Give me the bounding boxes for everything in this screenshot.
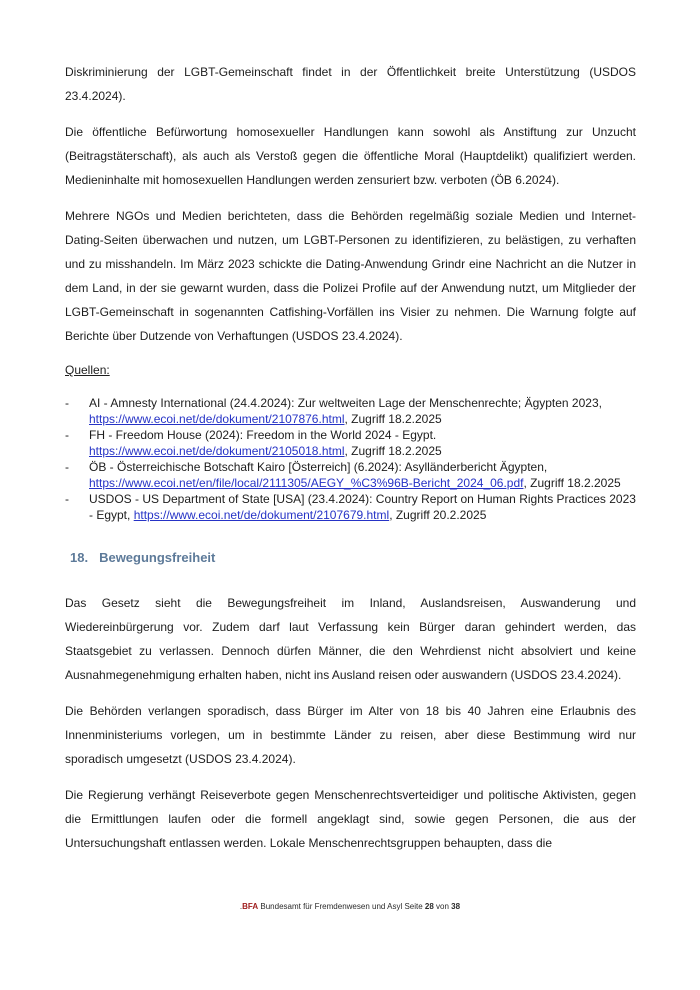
- source-item: [65, 491, 636, 523]
- sources-heading: Quellen:: [65, 363, 110, 377]
- source-citation: ÖB - Österreichische Botschaft Kairo [Österreich] (6.2024): Asylländerbericht Ägypten,: [89, 460, 548, 474]
- section-title: Bewegungsfreiheit: [99, 550, 216, 565]
- paragraph: Die Behörden verlangen sporadisch, dass Bürger im Alter von 18 bis 40 Jahren eine Erlaubnis des Innenministeriums vorlegen, um in bestimmte Länder zu reisen, aber diese Bestimmung wird nur sporadisch umgesetzt (USDOS 23.4.2024).: [65, 704, 636, 766]
- source-link[interactable]: https://www.ecoi.net/de/dokument/2107876.html: [89, 412, 345, 426]
- source-citation: FH - Freedom House (2024): Freedom in the World 2024 - Egypt.: [89, 428, 437, 442]
- source-citation: USDOS - US Department of State [USA] (23.4.2024): Country Report on Human Rights Practices 2023 - Egypt,: [89, 492, 636, 522]
- footer-separator: von: [433, 902, 452, 911]
- source-text: [89, 459, 636, 491]
- section-heading: [65, 549, 636, 566]
- source-item: [65, 395, 636, 427]
- source-item: [65, 459, 636, 491]
- footer-dot: .: [239, 902, 243, 911]
- source-link[interactable]: https://www.ecoi.net/de/dokument/2107679.html: [133, 508, 390, 522]
- source-text: [89, 395, 636, 427]
- source-access-date: , Zugriff 18.2.2025: [344, 412, 442, 426]
- bullet-marker: -: [65, 428, 69, 442]
- source-access-date: , Zugriff 18.2.2025: [523, 476, 621, 490]
- paragraph: Mehrere NGOs und Medien berichteten, dass die Behörden regelmäßig soziale Medien und Internet-Dating-Seiten überwachen und nutzen, um LGBT-Personen zu identifizieren, zu belästigen, zu verhaften und zu misshandeln. Im März 2023 schickte die Dating-Anwendung Grindr eine Nachricht an die Nutzer in dem Land, in der sie gewarnt wurden, dass die Polizei Profile auf der Anwendung nutzt, um Mitglieder der LGBT-Gemeinschaft in sogenannten Catfishing-Vorfällen ins Visier zu nehmen. Die Warnung folgte auf Berichte über Dutzende von Verhaftungen (USDOS 23.4.2024).: [65, 209, 636, 343]
- page-footer: [0, 901, 700, 912]
- bullet-marker: -: [65, 396, 69, 410]
- source-item: [65, 427, 636, 459]
- footer-org-text: Bundesamt für Fremdenwesen und Asyl Seite: [258, 902, 425, 911]
- footer-page-number: 28: [424, 902, 434, 911]
- source-link[interactable]: https://www.ecoi.net/de/dokument/2105018.html: [89, 444, 345, 458]
- bullet-marker: -: [65, 460, 69, 474]
- source-link[interactable]: https://www.ecoi.net/en/file/local/2111305/AEGY_%C3%96B-Bericht_2024_06.pdf: [89, 476, 524, 490]
- source-text: [89, 427, 636, 459]
- source-access-date: , Zugriff 18.2.2025: [344, 444, 442, 458]
- footer-total-pages: 38: [451, 902, 461, 911]
- source-access-date: , Zugriff 20.2.2025: [389, 508, 487, 522]
- section-number: 18.: [70, 550, 89, 565]
- sources-list: [65, 395, 636, 523]
- bullet-marker: -: [65, 492, 69, 506]
- footer-bfa-logo: BFA: [242, 902, 259, 911]
- paragraph: Die Regierung verhängt Reiseverbote gegen Menschenrechtsverteidiger und politische Aktivisten, gegen die Ermittlungen laufen oder die formell angeklagt sind, sowie gegen Personen, die aus der Untersuchungshaft entlassen werden. Lokale Menschenrechtsgruppen behaupten, dass die: [65, 788, 636, 850]
- source-text: [89, 491, 636, 523]
- paragraph: Die öffentliche Befürwortung homosexueller Handlungen kann sowohl als Anstiftung zur Unzucht (Beitragstäterschaft), als auch als Verstoß gegen die öffentliche Moral (Hauptdelikt) qualifiziert werden. Medieninhalte mit homosexuellen Handlungen werden zensuriert bzw. verboten (ÖB 6.2024).: [65, 125, 636, 187]
- paragraph: Diskriminierung der LGBT-Gemeinschaft findet in der Öffentlichkeit breite Unterstützung (USDOS 23.4.2024).: [65, 65, 636, 103]
- source-citation: AI - Amnesty International (24.4.2024): Zur weltweiten Lage der Menschenrechte; Ägypten 2023,: [89, 396, 602, 410]
- paragraph: Das Gesetz sieht die Bewegungsfreiheit im Inland, Auslandsreisen, Auswanderung und Wiedereinbürgerung vor. Zudem darf laut Verfassung kein Bürger daran gehindert werden, das Staatsgebiet zu verlassen. Dennoch dürfen Männer, die den Wehrdienst nicht absolviert und keine Ausnahmegenehmigung erhalten haben, nicht ins Ausland reisen oder auswandern (USDOS 23.4.2024).: [65, 596, 636, 682]
